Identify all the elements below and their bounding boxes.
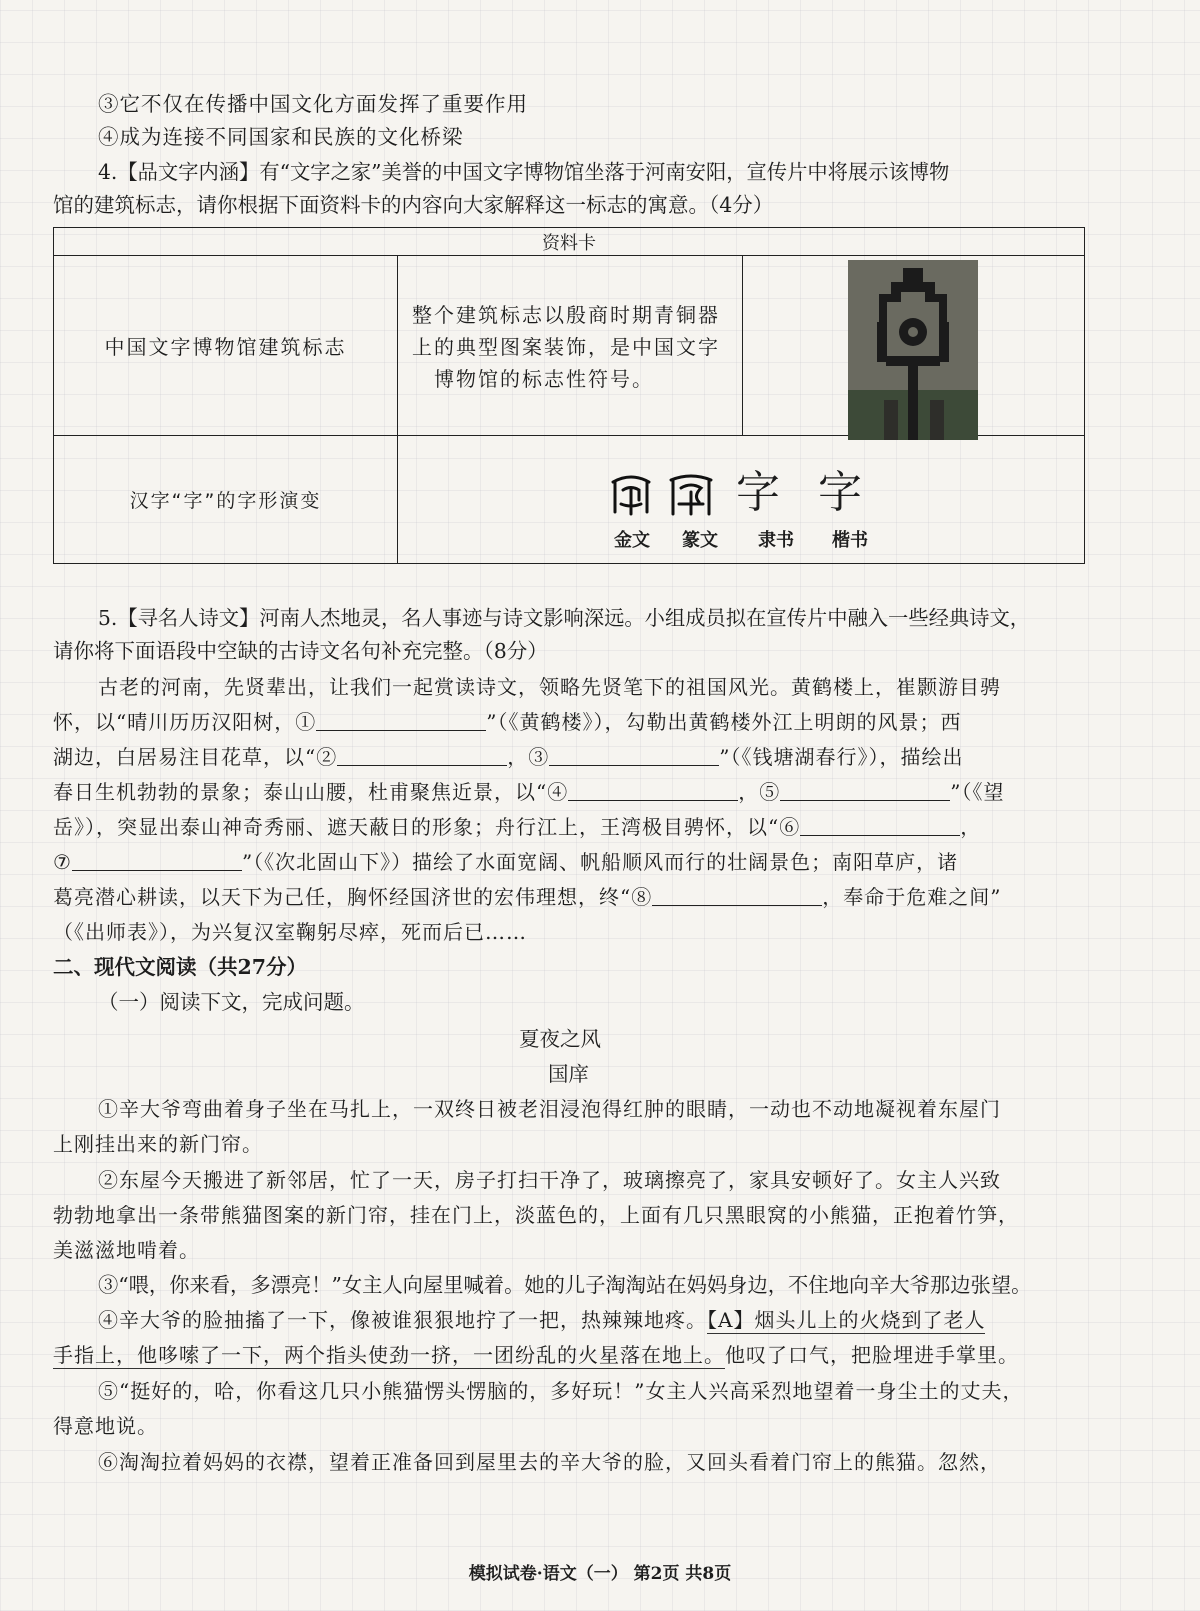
glyph-lishu: 字 [736,467,782,518]
card-header: 资料卡 [54,228,1085,256]
q5-line2: 请你将下面语段中空缺的古诗文名句补充完整。（8分） [53,639,548,663]
option-4: ④成为连接不同国家和民族的文化桥梁 [98,125,464,149]
text-span: ，③ [507,745,550,769]
text-span: ⑦ [53,850,72,874]
text-span: ”（《次北固山下》）描绘了水面宽阔、帆船顺风而行的壮阔景色；南阳草庐，诸 [241,850,959,874]
para-2-line2: 勃勃地拿出一条带熊猫图案的新门帘，挂在门上，淡蓝色的，上面有几只黑眼窝的小熊猫，正抱着竹笋， [53,1203,1019,1227]
blank-8[interactable] [652,883,822,906]
text-span: ”（《望 [950,780,1005,804]
blank-3[interactable] [549,743,719,766]
blank-6[interactable] [800,813,960,836]
blank-2[interactable] [337,743,507,766]
script-zhuanwen: 篆文 [682,530,718,551]
blank-1[interactable] [316,708,486,731]
para-4-line1 [98,1306,985,1334]
card-row2-label: 汉字“字”的字形演变 [54,436,398,564]
script-jinwen: 金文 [614,530,650,551]
text-span: 他叹了口气，把脸埋进手掌里。 [725,1343,1019,1367]
q4-line2: 馆的建筑标志，请你根据下面资料卡的内容向大家解释这一标志的寓意。（4分） [53,193,774,217]
para-6-line1: ⑥淘淘拉着妈妈的衣襟，望着正准备回到屋里去的辛大爷的脸，又回头看着门帘上的熊猫。忽然， [98,1450,1001,1474]
text-span: ④辛大爷的脸抽搐了一下，像被谁狠狠地拧了一把，热辣辣地疼。 [98,1308,707,1332]
card-row1-label: 中国文字博物馆建筑标志 [54,256,398,436]
museum-logo-photo [848,260,978,440]
q5-para-line5 [53,813,981,841]
script-kaishu: 楷书 [832,530,868,551]
glyph-kaishu: 字 [818,467,864,518]
q5-para-line7 [53,883,1001,911]
blank-7[interactable] [72,848,242,871]
q5-para-line4 [53,778,1004,806]
desc-line: 博物馆的标志性符号。 [434,367,654,391]
underlined-sentence-a-cont: 手指上，他哆嗦了一下，两个指头使劲一挤，一团纷乱的火星落在地上。 [53,1343,725,1367]
section2-subheading: （一）阅读下文，完成问题。 [98,990,365,1014]
para-3: ③“喂，你来看，多漂亮！”女主人向屋里喊着。她的儿子淘淘站在妈妈身边，不住地向辛大爷那边张望。 [98,1273,1032,1297]
section2-heading: 二、现代文阅读（共27分） [53,955,308,979]
card-row1-desc [398,256,743,436]
ancient-glyphs [607,470,717,520]
text-span: 怀，以“晴川历历汉阳树，① [53,710,317,734]
para-1-line2: 上刚挂出来的新门帘。 [53,1132,263,1156]
text-span: 岳》），突显出泰山神奇秀丽、遮天蔽日的形象；舟行江上，王湾极目骋怀，以“⑥ [53,815,801,839]
underlined-sentence-a: 【A】烟头儿上的火烧到了老人 [707,1308,986,1332]
q5-para-line8: （《出师表》），为兴复汉室鞠躬尽瘁，死而后已…… [53,920,527,944]
text-span: 湖边，白居易注目花草，以“② [53,745,338,769]
text-span: ，奉命于危难之间” [822,885,1002,909]
article-author: 国庠 [548,1062,589,1086]
desc-line: 上的典型图案装饰，是中国文字 [412,335,720,359]
q5-para-line2 [53,708,961,736]
q4-line1: 4.【品文字内涵】有“文字之家”美誉的中国文字博物馆坐落于河南安阳，宣传片中将展示该博物 [98,160,950,184]
desc-line: 整个建筑标志以殷商时期青铜器 [412,303,720,327]
text-span: ”（《钱塘湖春行》），描绘出 [719,745,964,769]
page-footer: 模拟试卷·语文（一） 第2页 共8页 [468,1564,732,1584]
text-span: ，⑤ [738,780,781,804]
para-5-line1: ⑤“挺好的，哈，你看这几只小熊猫愣头愣脑的，多好玩！”女主人兴高采烈地望着一身尘土的丈夫， [98,1379,1024,1403]
q5-para-line1: 古老的河南，先贤辈出，让我们一起赏读诗文，领略先贤笔下的祖国风光。黄鹤楼上，崔颢游目骋 [98,675,1001,699]
option-3: ③它不仅在传播中国文化方面发挥了重要作用 [98,92,528,116]
text-span: 葛亮潜心耕读，以天下为己任，胸怀经国济世的宏伟理想，终“⑧ [53,885,653,909]
text-span: ”（《黄鹤楼》），勾勒出黄鹤楼外江上明朗的风景；西 [486,710,962,734]
article-title: 夏夜之风 [519,1027,601,1051]
text-span: 春日生机勃勃的景象；泰山山腰，杜甫聚焦近景，以“④ [53,780,569,804]
para-4-line2 [53,1341,1019,1369]
para-5-line2: 得意地说。 [53,1414,158,1438]
q5-para-line3 [53,743,963,771]
museum-logo-image [848,260,978,440]
para-2-line3: 美滋滋地啃着。 [53,1238,200,1262]
text-span: ， [960,815,982,839]
script-lishu: 隶书 [758,530,794,551]
blank-5[interactable] [780,778,950,801]
para-2-line1: ②东屋今天搬进了新邻居，忙了一天，房子打扫干净了，玻璃擦亮了，家具安顿好了。女主人兴致 [98,1168,1001,1192]
para-1-line1: ①辛大爷弯曲着身子坐在马扎上，一双终日被老泪浸泡得红肿的眼睛，一动也不动地凝视着东屋门 [98,1097,1001,1121]
blank-4[interactable] [568,778,738,801]
q5-para-line6 [53,848,958,876]
q5-line1: 5.【寻名人诗文】河南人杰地灵，名人事迹与诗文影响深远。小组成员拟在宣传片中融入一些经典诗文， [98,606,1031,630]
